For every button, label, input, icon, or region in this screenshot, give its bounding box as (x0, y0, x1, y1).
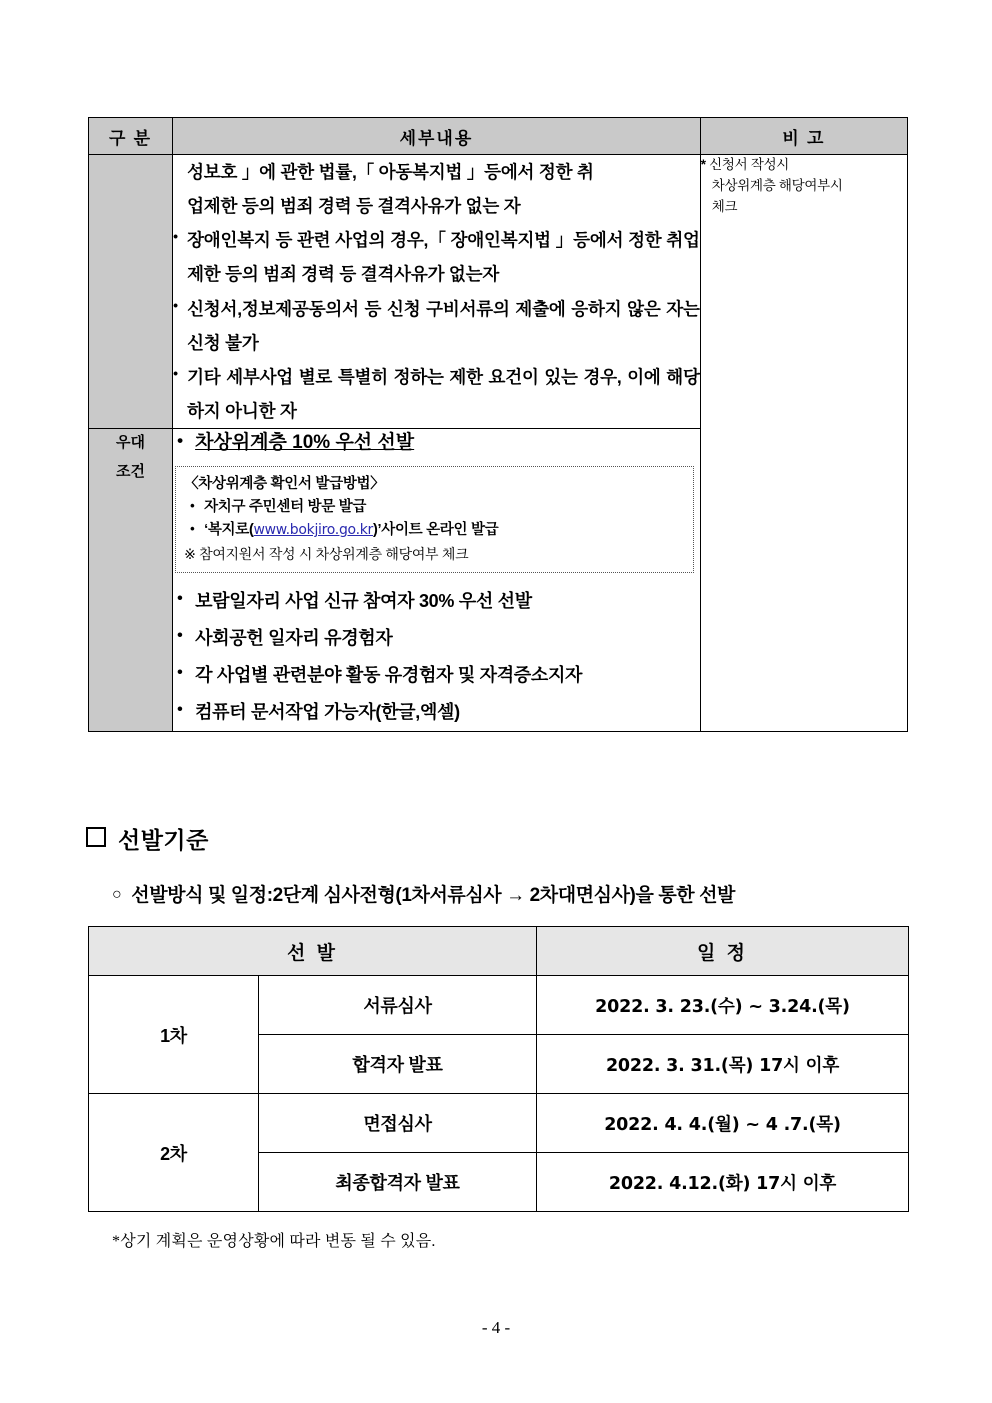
bigo-star: * (700, 157, 706, 172)
section-bullet-line (112, 880, 735, 907)
section-heading (86, 822, 209, 855)
header-cell-detail: 세부내용 (173, 118, 701, 155)
section-heading-text: 선발기준 (118, 827, 209, 853)
preference-label-cell (89, 429, 173, 732)
info-box-note: ※ 참여지원서 작성 시 차상위계층 해당여부 체크 (184, 545, 469, 562)
bigo-text-2: 차상위계층 해당여부시 (711, 177, 843, 193)
list-item: • 장애인복지 등 관련 사업의 경우,「 장애인복지법 」등에서 정한 취업제한 등의 범죄 경력 등 결격사유가 없는자 (173, 223, 700, 291)
list-item-with-link (184, 519, 685, 542)
table-row (89, 1094, 909, 1153)
preference-bullet-list (173, 583, 700, 731)
table-header-row (89, 118, 908, 155)
schedule-item-name: 면접심사 (259, 1094, 537, 1153)
qualification-detail-cell (173, 155, 701, 429)
header-cell-bigo: 비 고 (700, 118, 907, 155)
schedule-item-date: 2022. 3. 31.(목) 17시 이후 (537, 1035, 909, 1094)
list-item: • 각 사업별 관련분야 활동 유경험자 및 자격증소지자 (173, 657, 700, 694)
bigo-text-3: 체크 (711, 198, 738, 214)
schedule-phase-2: 2차 (89, 1094, 259, 1212)
schedule-header-schedule: 일 정 (537, 927, 909, 976)
list-item: • 신청서,정보제공동의서 등 신청 구비서류의 제출에 응하지 않은 자는 신청 불가 (173, 292, 700, 360)
list-item: • 기타 세부사업 별로 특별히 정하는 제한 요건이 있는 경우, 이에 해당하지 아니한 자 (173, 360, 700, 428)
link-suffix: )’사이트 온라인 발급 (372, 522, 499, 539)
preference-detail-cell (173, 429, 701, 732)
qualification-continued-line-1: 성보호 」에 관한 법률,「 아동복지법 」등에서 정한 취 (187, 162, 594, 182)
list-item: • 보람일자리 사업 신규 참여자 30% 우선 선발 (173, 583, 700, 620)
qualification-bullet-list (173, 223, 700, 428)
preference-label-line-1: 우대 (116, 434, 146, 451)
bigo-cell (700, 155, 907, 732)
qualification-label-cell (89, 155, 173, 429)
list-item: • 컴퓨터 문서작업 가능자(한글,엑셀) (173, 694, 700, 731)
schedule-item-date: 2022. 3. 23.(수) ~ 3.24.(목) (537, 976, 909, 1035)
list-item: • 사회공헌 일자리 유경험자 (173, 620, 700, 657)
preference-label-line-2: 조건 (116, 462, 146, 480)
bigo-note-line-1 (701, 155, 907, 176)
header-cell-gubun: 구 분 (89, 118, 173, 155)
schedule-item-name: 서류심사 (259, 976, 537, 1035)
section-bullet-text: 선발방식 및 일정:2단계 심사전형(1차서류심사 → 2차대면심사)을 통한 선발 (131, 885, 736, 906)
schedule-phase-1: 1차 (89, 976, 259, 1094)
page-number: - 4 - (481, 1318, 511, 1337)
info-box-title: 〈차상위계층 확인서 발급방법〉 (184, 475, 385, 492)
schedule-item-name: 합격자 발표 (259, 1035, 537, 1094)
qualification-continued-line-2: 업제한 등의 범죄 경력 등 결격사유가 없는 자 (187, 196, 521, 217)
table-row (89, 976, 909, 1035)
link-prefix: ‘복지로( (204, 522, 254, 539)
table-row-qualification (89, 155, 908, 429)
info-box-certificate-issuance (175, 466, 694, 574)
bokjiro-link[interactable]: www.bokjiro.go.kr (253, 522, 373, 539)
preference-headline-text: 차상위계층 10% 우선 선발 (195, 432, 415, 453)
schedule-header-selection: 선 발 (89, 927, 537, 976)
info-box-list (184, 496, 685, 543)
footnote: *상기 계획은 운영상황에 따라 변동 될 수 있음. (112, 1233, 436, 1250)
list-item: • 자치구 주민센터 방문 발급 (184, 496, 685, 519)
schedule-item-date: 2022. 4.12.(화) 17시 이후 (537, 1153, 909, 1212)
preference-headline (173, 429, 700, 458)
bigo-text-1: 신청서 작성시 (709, 157, 790, 172)
schedule-table (88, 926, 909, 1212)
eligibility-table (88, 117, 908, 732)
schedule-header-row (89, 927, 909, 976)
circle-bullet-icon: ○ (112, 886, 122, 903)
schedule-item-date: 2022. 4. 4.(월) ~ 4 .7.(목) (537, 1094, 909, 1153)
schedule-item-name: 최종합격자 발표 (259, 1153, 537, 1212)
square-bullet-icon (86, 827, 106, 847)
